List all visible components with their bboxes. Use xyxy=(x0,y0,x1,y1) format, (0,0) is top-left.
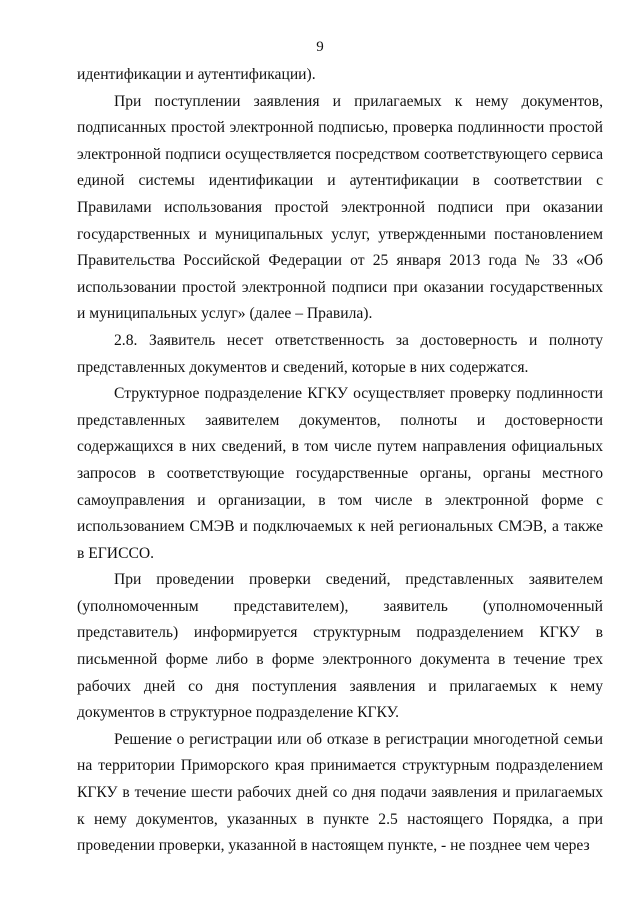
paragraph-applicant-notification: При проведении проверки сведений, представленных заявителем (уполномоченным представителем), заявитель (уполномоченный представитель) информируется структурным подразделением КГКУ в письменной форме либо в форме электронного документа в течение трех рабочих дней со дня поступления заявления и прилагаемых к нему документов в структурное подразделение КГКУ. xyxy=(77,571,603,722)
document-body xyxy=(77,62,603,860)
paragraph-continuation: идентификации и аутентификации). xyxy=(77,66,316,83)
paragraph-registration-decision: Решение о регистрации или об отказе в регистрации многодетной семьи на территории Приморского края принимается структурным подразделением КГКУ в течение шести рабочих дней со дня подачи заявления и прилагаемых к нему документов, указанных в пункте 2.5 настоящего Порядка, а при проведении проверки, указанной в настоящем пункте, - не позднее чем через xyxy=(77,730,603,855)
paragraph-kgku-verification: Структурное подразделение КГКУ осуществляет проверку подлинности представленных заявителем документов, полноты и достоверности содержащихся в них сведений, в том числе путем направления официальных запросов в соответствующие государственные органы, органы местного самоуправления и организации, в том числе в электронной форме с использованием СМЭВ и подключаемых к ней региональных СМЭВ, а также в ЕГИССО. xyxy=(77,385,603,562)
paragraph-2-8-responsibility: 2.8. Заявитель несет ответственность за достоверность и полноту представленных документов и сведений, которые в них содержатся. xyxy=(77,331,603,376)
paragraph-signature-verification: При поступлении заявления и прилагаемых к нему документов, подписанных простой электронной подписью, проверка подлинности простой электронной подписи осуществляется посредством соответствующего сервиса единой системы идентификации и аутентификации в соответствии с Правилами использования простой электронной подписи при оказании государственных и муниципальных услуг, утвержденными постановлением Правительства Российской Федерации от 25 января 2013 года № 33 «Об использовании простой электронной подписи при оказании государственных и муниципальных услуг» (далее – Правила). xyxy=(77,92,603,323)
page-number: 9 xyxy=(316,39,324,55)
